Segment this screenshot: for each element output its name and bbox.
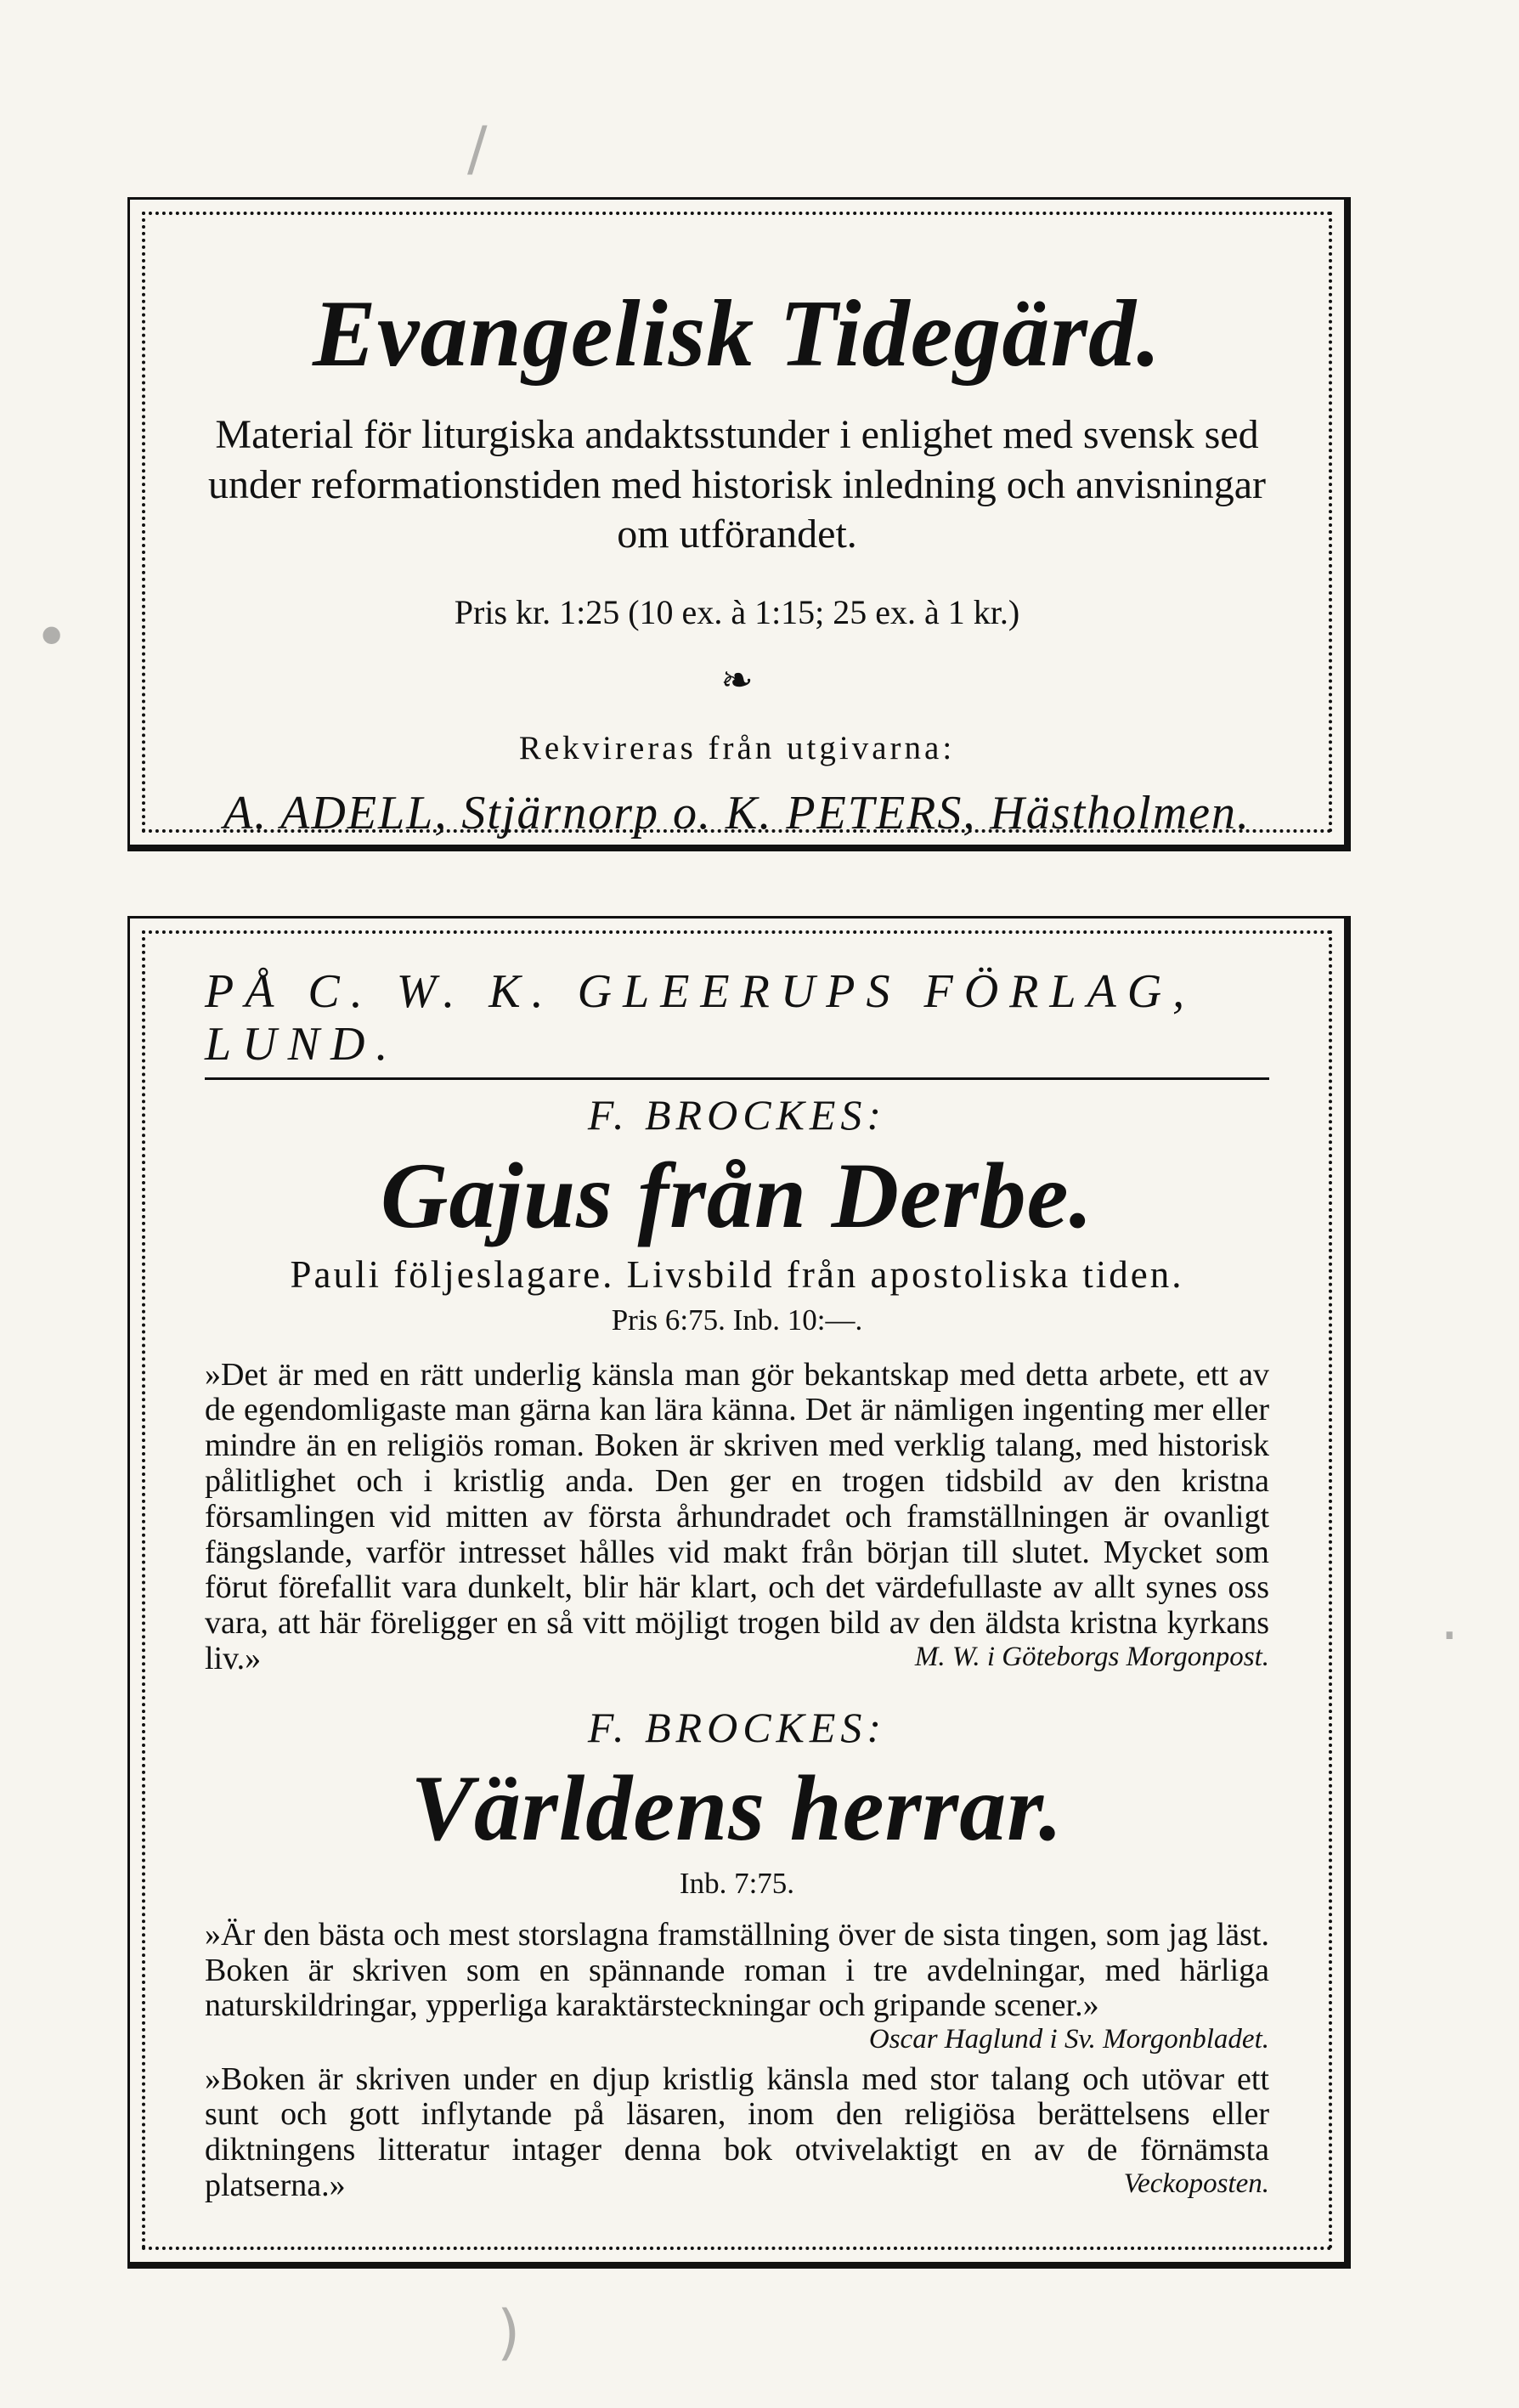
book1-review-block [205,1358,1269,1677]
ad-description: Material för liturgiska andaktsstunder i enlighet med svensk sed under reformationstiden med historisk inledning och anvisningar om utförandet. [207,412,1267,557]
dotted-frame [142,930,1332,2250]
book1-subtitle: Pauli följeslagare. Livsbild från apostoliska tiden. [290,1253,1184,1297]
publishers-line: A. ADELL, Stjärnorp o. K. PETERS, Hästholmen. [223,786,1251,839]
book2-author: F. BROCKES: [587,1703,887,1751]
book1-review: »Det är med en rätt underlig känsla man gör bekantskap med detta arbete, ett av de egendomligaste man gärna kan lära känna. Det är nämligen ingenting mer eller mindre än en religiös roman. Boken är skriven med verklig talang, med historisk pålitlighet och i kristlig anda. Den ger en trogen tidsbild av den kristna församlingen vid mitten av första århundradet och framställningen är ovanligt fängslande, varför intresset hålles vid makt från början till slutet. Mycket som förut förefallit vara dunkelt, blir här klart, och det värdefullaste av allt synes oss vara, att här föreligger en så vitt möjligt trogen bild av den äldsta kristna kyrkans liv.» [205,1356,1269,1677]
print-speck: ) [497,2298,521,2367]
book2-review2-block [205,2062,1269,2204]
print-speck: • [34,602,70,672]
ornament-icon: ❧ [720,658,754,702]
publisher-heading: PÅ C. W. K. GLEERUPS FÖRLAG, LUND. [205,966,1269,1080]
book2-review1-block [205,1918,1269,2055]
print-speck: / [467,114,488,184]
book1-attribution: M. W. i Göteborgs Morgonpost. [914,1642,1269,1673]
print-speck: · [1440,1601,1460,1670]
book2-attribution1: Oscar Haglund i Sv. Morgonbladet. [868,2024,1269,2055]
advertisement-gleerups [127,916,1351,2269]
book1-author: F. BROCKES: [587,1091,887,1139]
requisition-text: Rekvireras från utgivarna: [518,729,956,766]
book2-review2: »Boken är skriven under en djup kristlig känsla med stor talang och utövar ett sunt och gott inflytande på läsaren, inom den religiösa berättelsens eller diktningens litteratur intager denna bok otvivelaktigt en av de förnämsta platserna.» [205,2060,1269,2203]
advertisement-evangelisk-tidegard [127,197,1351,851]
book1-price: Pris 6:75. Inb. 10:—. [611,1303,863,1337]
ad-title: Evangelisk Tidegärd. [313,281,1161,387]
dotted-frame [142,212,1332,839]
spacer [205,1677,1269,1693]
book2-review1: »Är den bästa och mest storslagna framställning över de sista tingen, som jag läst. Boken är skriven som en spännande roman i tre avdelningar, med härliga naturskildringar, ypperliga karaktärsteckningar och gripande scener.» [205,1916,1269,2024]
book1-title: Gajus från Derbe. [381,1144,1093,1248]
book2-attribution2: Veckoposten. [1123,2168,1269,2199]
ad-price: Pris kr. 1:25 (10 ex. à 1:15; 25 ex. à 1 kr.) [454,592,1020,631]
book2-title: Världens herrar. [410,1755,1064,1860]
book2-price: Inb. 7:75. [679,1866,795,1900]
